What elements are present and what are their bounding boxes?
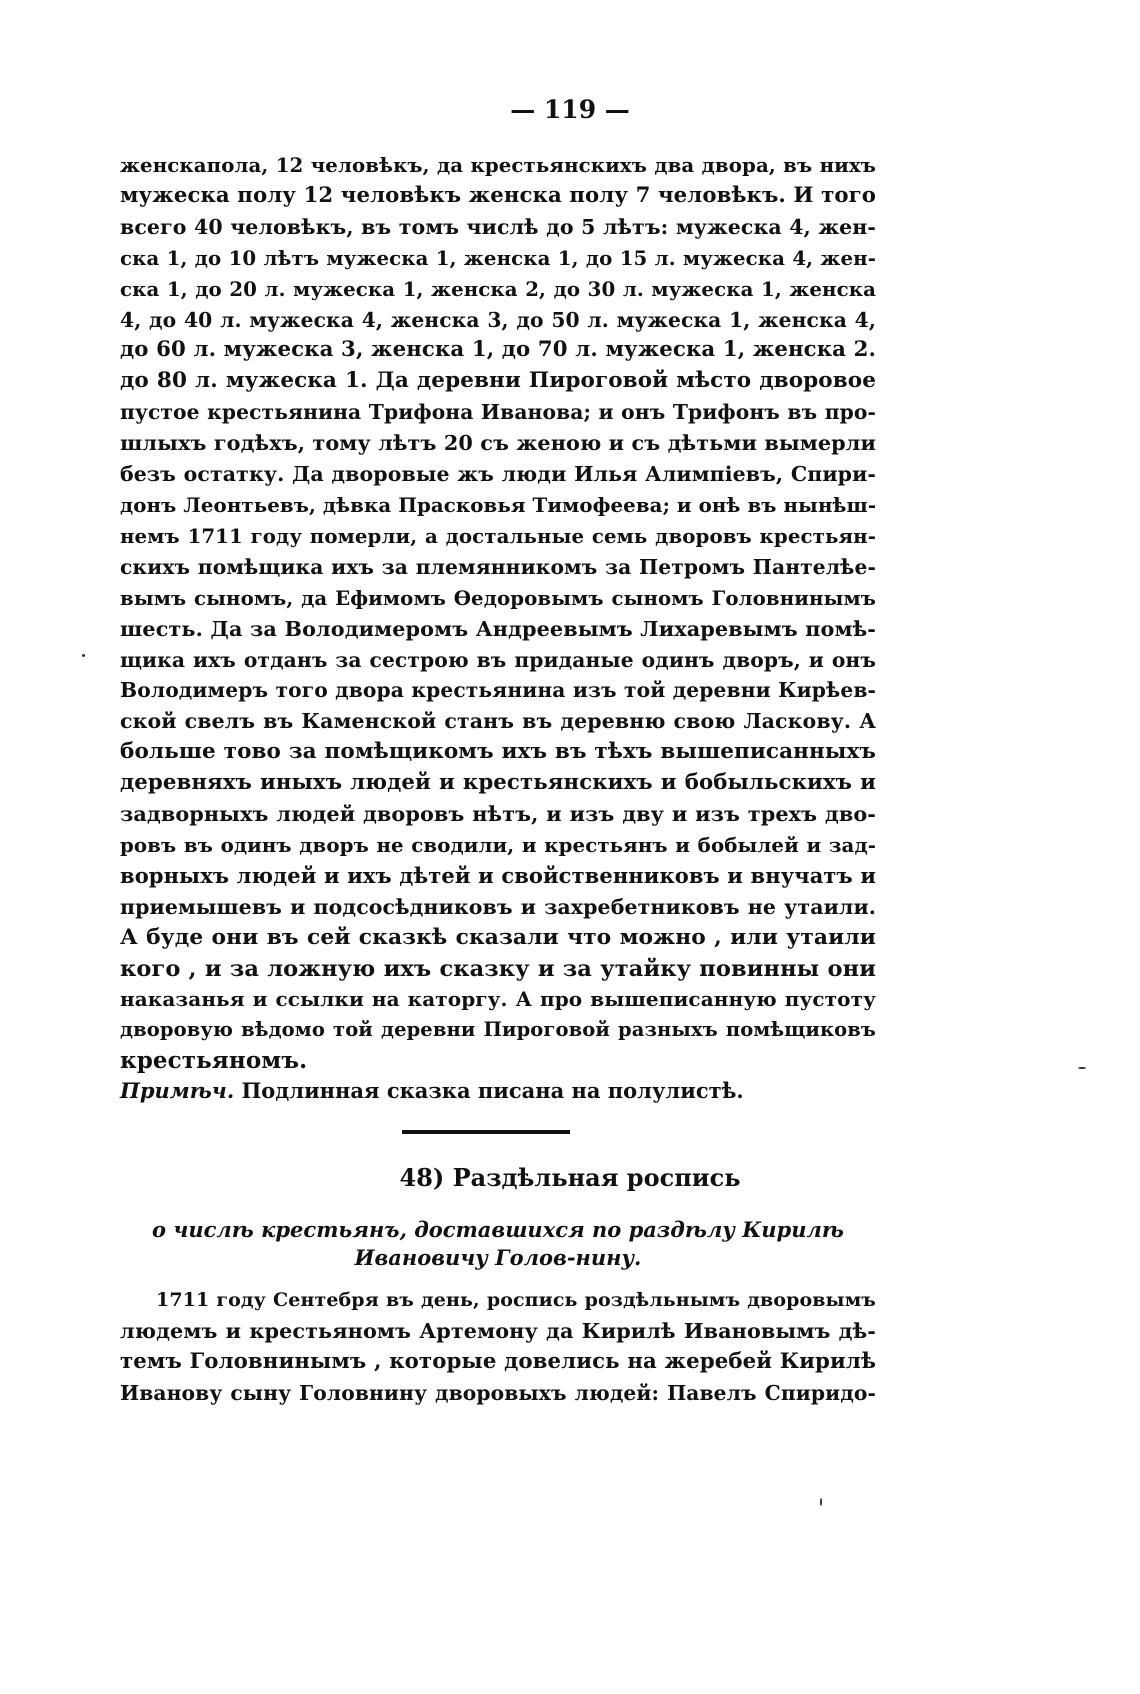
text-line: ска 1, до 10 лѣтъ мужеска 1, женска 1, до 15 л. мужеска 4, жен-: [120, 245, 876, 270]
section-heading: 48) Раздѣльная роспись: [399, 1163, 741, 1192]
text-line: больше тово за помѣщикомъ ихъ въ тѣхъ вышеписанныхъ: [120, 739, 876, 765]
text-line: вымъ сыномъ, да Ефимомъ Ѳедоровымъ сыномъ Головнинымъ: [120, 585, 876, 610]
footnote: [120, 1078, 876, 1103]
text-line: ской свелъ въ Каменской станъ въ деревню свою Ласкову. А: [120, 709, 876, 734]
main-paragraph: [120, 150, 876, 1077]
text-line: 4, до 40 л. мужеска 4, женска 3, до 50 л. мужеска 1, женска 4,: [120, 307, 876, 332]
text-line: пустое крестьянина Трифона Иванова; и онъ Трифонъ въ про-: [120, 400, 876, 425]
text-line: всего 40 человѣкъ, въ томъ числѣ до 5 лѣтъ: мужеска 4, жен-: [120, 214, 876, 239]
text-line: безъ остатку. Да дворовые жъ люди Илья Алимпіевъ, Спири-: [120, 462, 876, 487]
text-line: деревняхъ иныхъ людей и крестьянскихъ и бобыльскихъ и: [120, 770, 876, 796]
text-line: щика ихъ отданъ за сестрою въ приданые одинъ дворъ, и онъ: [120, 647, 876, 672]
text-line: немъ 1711 году померли, а достальные семь дворовъ крестьян-: [120, 523, 876, 548]
text-line: ворныхъ людей и ихъ дѣтей и свойственниковъ и внучатъ и: [120, 862, 876, 888]
text-line: задворныхъ людей дворовъ нѣтъ, и изъ дву и изъ трехъ дво-: [120, 802, 876, 827]
text-line: темъ Головнинымъ , которые довелись на жеребей Кирилѣ: [120, 1348, 876, 1374]
text-line: до 60 л. мужеска 3, женска 1, до 70 л. мужеска 1, женска 2.: [120, 337, 876, 363]
text-line: приемышевъ и подсосѣдниковъ и захребетниковъ не утаили.: [120, 894, 876, 919]
text-line: крестьяномъ.: [120, 1047, 308, 1075]
scan-speck: [820, 1498, 822, 1506]
text-line: женскаполa, 12 человѣкъ, да крестьянскихъ двa двора, въ нихъ: [120, 153, 876, 177]
text-line: дворовую вѣдомо той деревни Пироговой разныхъ помѣщиковъ: [120, 1018, 876, 1042]
section-divider: [402, 1130, 570, 1134]
text-line: А буде они въ сей сказкѣ сказали что можно , или утаили: [120, 924, 876, 950]
text-line: наказанья и ссылки на каторгу. А про вышеписанную пустоту: [120, 987, 876, 1012]
text-line: мужеска полу 12 человѣкъ женска полу 7 человѣкъ. И того: [120, 182, 876, 208]
text-line: ска 1, до 20 л. мужеска 1, женска 2, до 30 л. мужеска 1, женска: [120, 276, 876, 301]
section-subheading: о числѣ крестьянъ, доставшихся по раздѣлу Кирилѣ Ивановичу Голов-нину.: [152, 1217, 844, 1270]
text-line: скихъ помѣщика ихъ за племянникомъ за Петромъ Пантелѣе-: [120, 554, 876, 579]
text-line: кого , и за ложную ихъ сказку и за утайку повинны они: [120, 955, 876, 982]
page-number: — 119 —: [510, 95, 630, 124]
text-line: 1711 году Сентебря въ день, роспись роздѣльнымъ дворовымъ: [156, 1289, 876, 1311]
scan-speck: [82, 654, 85, 657]
text-line: донъ Леонтьевъ, дѣвка Прасковья Тимофеева; и онѣ въ нынѣш-: [120, 492, 877, 517]
text-line: шлыхъ годѣхъ, тому лѣтъ 20 съ женою и съ дѣтьми вымерли: [120, 431, 876, 456]
text-line: шесть. Да за Володимеромъ Андреевымъ Лихаревымъ помѣ-: [120, 616, 876, 641]
text-line: Иванову сыну Головнину дворовыхъ людей: Павелъ Спиридо-: [120, 1380, 876, 1405]
second-paragraph: [120, 1285, 876, 1409]
text-line: ровъ въ одинъ дворъ не сводили, и крестьянъ и бобылей и зад-: [120, 832, 876, 857]
scan-speck: [1078, 1067, 1086, 1069]
text-line: людемъ и крестьяномъ Артемону да Кирилѣ Ивановымъ дѣ-: [120, 1318, 876, 1343]
text-line: Володимеръ того двора крестьянина изъ той деревни Кирѣев-: [120, 678, 876, 703]
text-line: до 80 л. мужеска 1. Да деревни Пироговой мѣсто дворовое: [120, 368, 876, 394]
footnote-label: Примѣч.: [120, 1078, 235, 1103]
footnote-text: Подлинная сказка писана на полулистѣ.: [241, 1078, 744, 1103]
